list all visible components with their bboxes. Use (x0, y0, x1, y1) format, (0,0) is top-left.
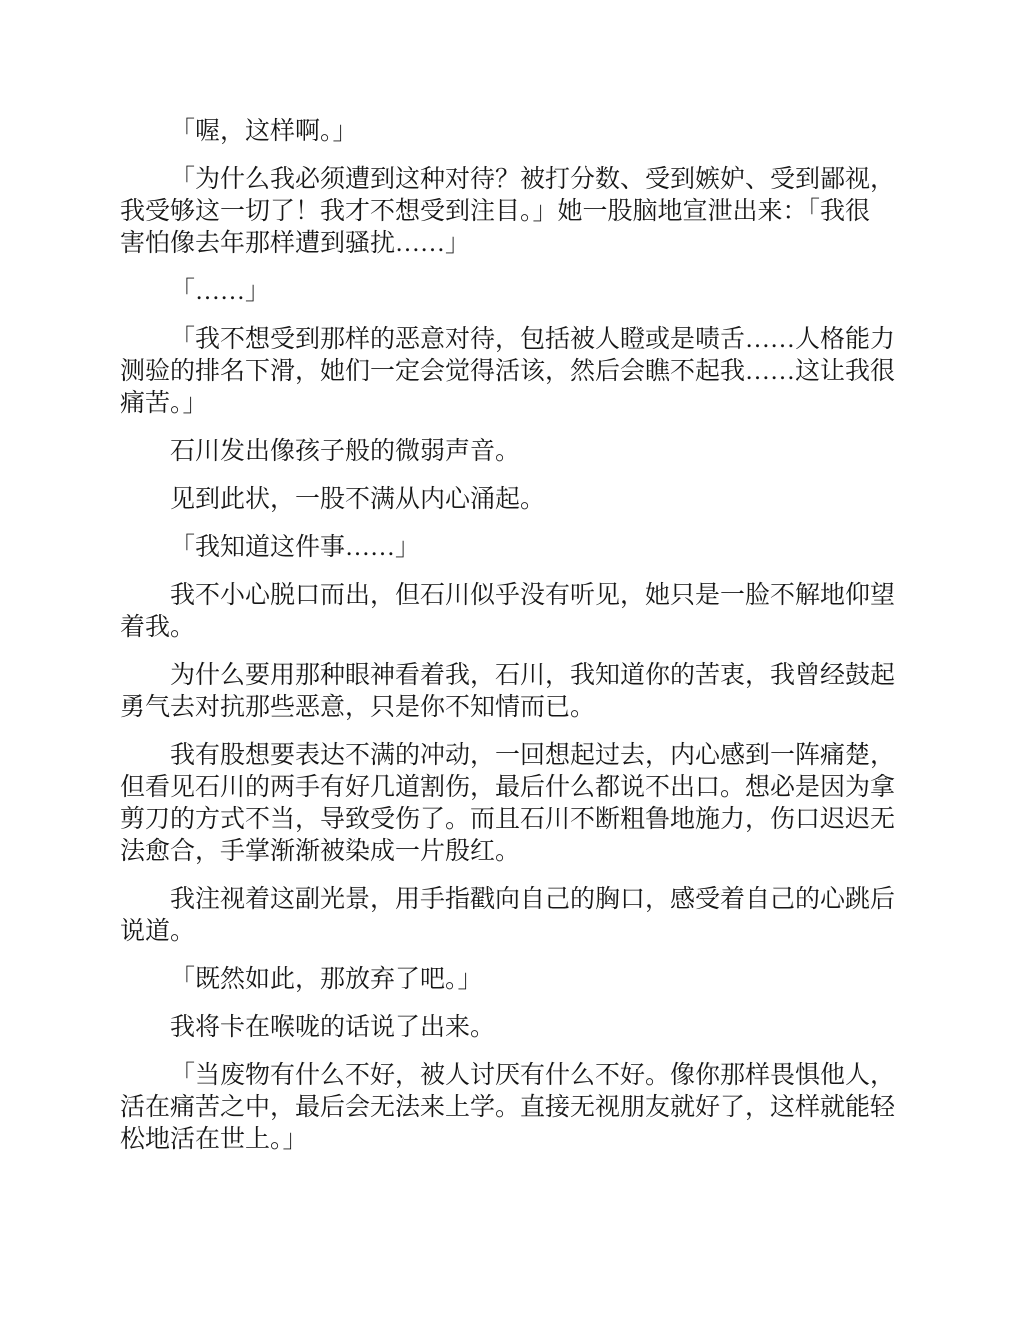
paragraph (120, 324, 896, 420)
paragraph (120, 580, 896, 644)
paragraph (120, 740, 896, 868)
text-line: 法愈合，手掌渐渐被染成一片殷红。 (120, 838, 521, 865)
text-line: 「我知道这件事……」 (170, 534, 421, 561)
text-line: 为什么要用那种眼神看着我，石川，我知道你的苦衷，我曾经鼓起 (170, 662, 896, 689)
text-line: 但看见石川的两手有好几道割伤，最后什么都说不出口。想必是因为拿 (120, 774, 896, 801)
text-line: 「我不想受到那样的恶意对待，包括被人瞪或是啧舌……人格能力 (170, 326, 896, 353)
text-line: 活在痛苦之中，最后会无法来上学。直接无视朋友就好了，这样就能轻 (120, 1094, 896, 1121)
text-line: 我有股想要表达不满的冲动，一回想起过去，内心感到一阵痛楚， (170, 742, 896, 769)
text-line: 「……」 (170, 278, 271, 305)
paragraph (120, 164, 896, 260)
text-line: 我将卡在喉咙的话说了出来。 (170, 1014, 496, 1041)
text-line: 「喔，这样啊。」 (170, 118, 358, 145)
paragraph (120, 964, 896, 996)
text-line: 我受够这一切了！我才不想受到注目。」她一股脑地宣泄出来：「我很 (120, 198, 871, 225)
paragraph (120, 532, 896, 564)
text-line: 害怕像去年那样遭到骚扰……」 (120, 230, 471, 257)
text-line: 着我。 (120, 614, 196, 641)
text-line: 我不小心脱口而出，但石川似乎没有听见，她只是一脸不解地仰望 (170, 582, 896, 609)
text-line: 见到此状，一股不满从内心涌起。 (170, 486, 546, 513)
text-line: 「为什么我必须遭到这种对待？被打分数、受到嫉妒、受到鄙视， (170, 166, 896, 193)
paragraph (120, 884, 896, 948)
text-line: 石川发出像孩子般的微弱声音。 (170, 438, 521, 465)
text-line: 「既然如此，那放弃了吧。」 (170, 966, 483, 993)
paragraph (120, 1060, 896, 1156)
text-line: 我注视着这副光景，用手指戳向自己的胸口，感受着自己的心跳后 (170, 886, 896, 913)
paragraph (120, 660, 896, 724)
text-line: 勇气去对抗那些恶意，只是你不知情而已。 (120, 694, 596, 721)
text-line: 剪刀的方式不当，导致受伤了。而且石川不断粗鲁地施力，伤口迟迟无 (120, 806, 896, 833)
text-line: 「当废物有什么不好，被人讨厌有什么不好。像你那样畏惧他人， (170, 1062, 896, 1089)
page-text (120, 116, 896, 1172)
text-line: 痛苦。」 (120, 390, 208, 417)
text-line: 测验的排名下滑，她们一定会觉得活该，然后会瞧不起我……这让我很 (120, 358, 896, 385)
paragraph (120, 1012, 896, 1044)
paragraph (120, 116, 896, 148)
paragraph (120, 276, 896, 308)
paragraph (120, 484, 896, 516)
paragraph (120, 436, 896, 468)
text-line: 松地活在世上。」 (120, 1126, 308, 1153)
text-line: 说道。 (120, 918, 196, 945)
